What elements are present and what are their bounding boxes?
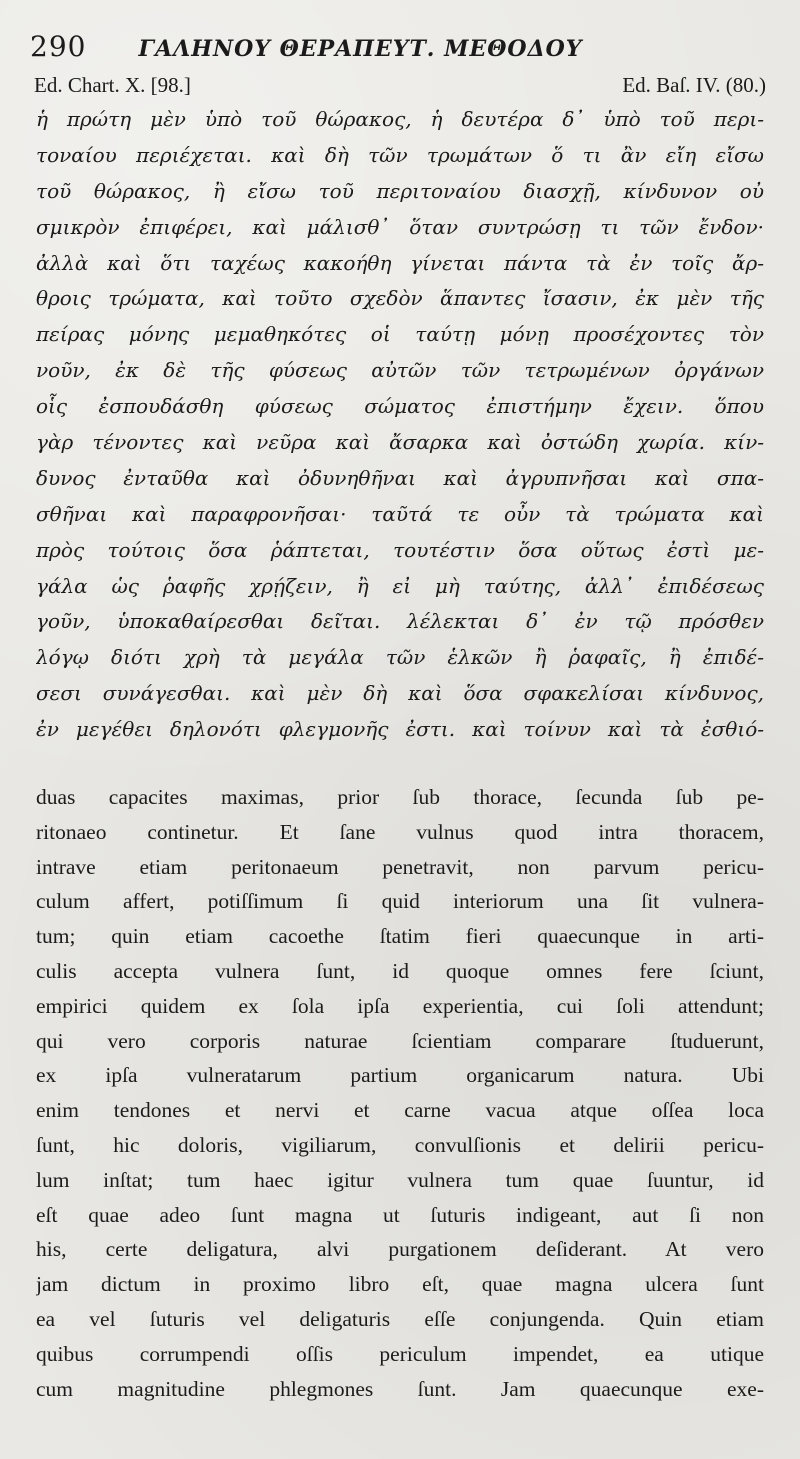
latin-line: ſunt, hic doloris, vigiliarum, convulſionis et delirii pericu- — [36, 1132, 764, 1157]
latin-line: enim tendones et nervi et carne vacua atque oſſea loca — [36, 1098, 764, 1123]
page-number: 290 — [30, 30, 87, 63]
latin-line: cum magnitudine phlegmones ſunt. Jam quaecunque exe- — [36, 1376, 764, 1401]
greek-line: ἡ πρώτη μὲν ὑπὸ τοῦ θώρακος, ἡ δευτέρα δ᾽ ὑπὸ τοῦ περι- — [36, 107, 764, 131]
running-head — [30, 30, 760, 70]
latin-line: duas capacites maximas, prior ſub thorace, ſecunda ſub pe- — [36, 785, 764, 809]
latin-line: jam dictum in proximo libro eſt, quae magna ulcera ſunt — [36, 1272, 764, 1297]
latin-line: tum; quin etiam cacoethe ſtatim fieri quaecunque in arti- — [36, 924, 764, 949]
latin-line: lum inſtat; tum haec igitur vulnera tum quae ſuuntur, id — [36, 1167, 764, 1192]
greek-line: σθῆναι καὶ παραφρονῆσαι· ταῦτά τε οὖν τὰ τρώματα καὶ — [36, 501, 764, 526]
latin-line: ea vel ſuturis vel deligaturis eſſe conjungenda. Quin etiam — [36, 1306, 764, 1331]
edition-basel-reference: Ed. Baſ. IV. (80.) — [622, 73, 766, 97]
greek-line: λόγῳ διότι χρὴ τὰ μεγάλα τῶν ἑλκῶν ἢ ῥαφαῖς, ἢ ἐπιδέ- — [36, 645, 764, 670]
greek-line: σεσι συνάγεσθαι. καὶ μὲν δὴ καὶ ὅσα σφακελίσαι κίνδυνος, — [36, 681, 764, 706]
greek-line: γάλα ὡς ῥαφῆς χρῄζειν, ἢ εἰ μὴ ταύτης, ἀλλ᾽ ἐπιδέσεως — [36, 573, 764, 598]
greek-line: πείρας μόνης μεμαθηκότες οἱ ταύτῃ μόνῃ προσέχοντες τὸν — [36, 322, 764, 347]
greek-line: πρὸς τούτοις ὅσα ῥάπτεται, τουτέστιν ὅσα οὕτως ἐστὶ με- — [36, 537, 764, 562]
greek-line: γὰρ τένοντες καὶ νεῦρα καὶ ἄσαρκα καὶ ὀστώδη χωρία. κίν- — [36, 430, 764, 455]
greek-line: ἐν μεγέθει δηλονότι φλεγμονῆς ἐστι. καὶ τοίνυν καὶ τὰ ἐσθιό- — [36, 717, 764, 742]
edition-chartier-reference: Ed. Chart. X. [98.] — [34, 73, 191, 97]
greek-line: γοῦν, ὑποκαθαίρεσθαι δεῖται. λέλεκται δ᾽ ἐν τῷ πρόσθεν — [36, 609, 764, 634]
latin-line: ex ipſa vulneratarum partium organicarum natura. Ubi — [36, 1063, 764, 1088]
greek-line: νοῦν, ἐκ δὲ τῆς φύσεως αὐτῶν τῶν τετρωμένων ὀργάνων — [36, 358, 764, 383]
greek-line: ἀλλὰ καὶ ὅτι ταχέως κακοήθη γίνεται πάντα τὰ ἐν τοῖς ἄρ- — [36, 250, 764, 275]
latin-line: empirici quidem ex ſola ipſa experientia, cui ſoli attendunt; — [36, 993, 764, 1018]
latin-line: qui vero corporis naturae ſcientiam comparare ſtuduerunt, — [36, 1028, 764, 1053]
latin-line: intrave etiam peritonaeum penetravit, non parvum pericu- — [36, 854, 764, 879]
latin-line: culum affert, potiſſimum ſi quid interiorum una ſit vulnera- — [36, 889, 764, 914]
greek-line: δυνος ἐνταῦθα καὶ ὀδυνηθῆναι καὶ ἀγρυπνῆσαι καὶ σπα- — [36, 465, 764, 490]
greek-line: οἷς ἐσπουδάσθη φύσεως σώματος ἐπιστήμην ἔχειν. ὅπου — [36, 394, 764, 419]
latin-line: his, certe deligatura, alvi purgationem deſiderant. At vero — [36, 1237, 764, 1262]
greek-line: τοναίου περιέχεται. καὶ δὴ τῶν τρωμάτων ὅ τι ἂν εἴη εἴσω — [36, 142, 764, 167]
latin-line: ritonaeo continetur. Et ſane vulnus quod intra thoracem, — [36, 819, 764, 844]
greek-line: θροις τρώματα, καὶ τοῦτο σχεδὸν ἅπαντες ἴσασιν, ἐκ μὲν τῆς — [36, 286, 764, 311]
latin-line: culis accepta vulnera ſunt, id quoque omnes fere ſciunt, — [36, 958, 764, 983]
greek-line: σμικρὸν ἐπιφέρει, καὶ μάλισθ᾽ ὅταν συντρώσῃ τι τῶν ἔνδον· — [36, 214, 764, 239]
latin-line: eſt quae adeo ſunt magna ut ſuturis indigeant, aut ſi non — [36, 1202, 764, 1227]
latin-translation-block — [36, 780, 764, 1440]
greek-line: τοῦ θώρακος, ἢ εἴσω τοῦ περιτοναίου διασχῇ, κίνδυνον οὐ — [36, 178, 764, 203]
edition-references — [34, 73, 766, 101]
greek-text-block — [36, 102, 764, 742]
running-title: ΓΑΛΗΝΟΥ ΘΕΡΑΠΕΥΤ. ΜΕΘΟΔΟΥ — [138, 36, 583, 62]
latin-line: quibus corrumpendi oſſis periculum impendet, ea utique — [36, 1341, 764, 1366]
